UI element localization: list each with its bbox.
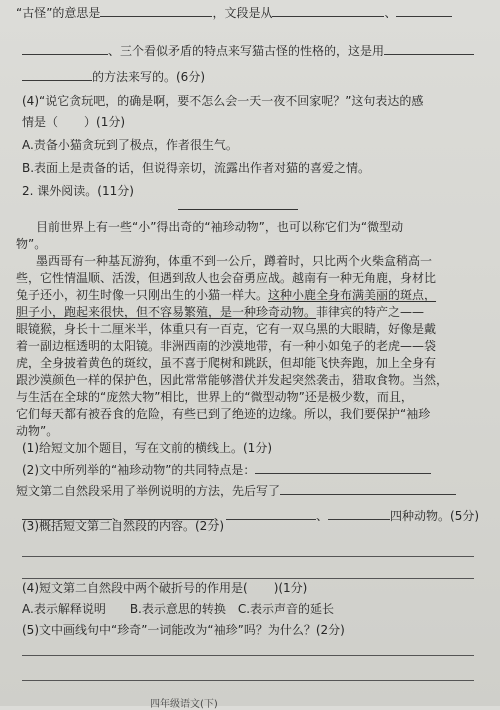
q-cont-line1 <box>16 4 452 21</box>
q-cont-line2 <box>22 42 474 59</box>
passage-text: 兔子还小，初生时像一只刚出生的小猫一样大。 <box>16 288 269 302</box>
page-footer: 四年级语文(下) <box>150 699 218 710</box>
q-cont-line3 <box>22 68 205 85</box>
q4-text: 情是（ <box>22 115 59 129</box>
q4-option-b: B.表面上是责备的话，但说得亲切，流露出作者对猫的喜爱之情。 <box>22 161 371 175</box>
passage-line: 它们每天都有被吞食的危险，有些已到了绝迹的边缘。所以，我们要保护“袖珍 <box>16 407 431 421</box>
question-2-text: 、 <box>112 509 125 523</box>
passage-line <box>16 287 436 303</box>
answer-blank[interactable] <box>280 482 456 495</box>
passage-line: 与生活在全球的“庞然大物”相比，世界上的“微型动物”还是极少数，而且， <box>16 390 413 404</box>
passage-text: 菲律宾的特产之—— <box>316 305 425 319</box>
passage-line: 动物”。 <box>16 424 59 438</box>
q-cont-text: “古怪”的意思是 <box>16 6 101 20</box>
passage-line: 虎，全身披着黄色的斑纹，虽不喜于爬树和跳跃，但却能飞快奔跑，加上全身有 <box>16 356 437 370</box>
passage-line <box>16 304 424 320</box>
passage-line: 墨西哥有一种基瓦游狗，体重不到一公斤，蹲着时，只比两个火柴盒稍高一 <box>36 254 433 268</box>
passage-line: 眼镜猴，身长十二厘米半，体重只有一百克，它有一双乌黑的大眼睛，好像是戴 <box>16 322 437 336</box>
section-title: 2. 课外阅读。(11分) <box>22 184 134 198</box>
underlined-sentence: 这种小鹿全身布满美丽的斑点， <box>268 288 437 302</box>
q-cont-text: 三个看似矛盾的特点来写猫古怪的性格的，这是用 <box>120 44 385 58</box>
question-5: (5)文中画线句中“珍奇”一词能改为“袖珍”吗？为什么？(2分) <box>22 623 345 637</box>
answer-line[interactable] <box>22 680 474 681</box>
passage-line: 跟沙漠颜色一样的保护色，因此常常能够潜伏并发起突然袭击，猎取食物。当然， <box>16 373 449 387</box>
answer-blank[interactable] <box>328 507 390 520</box>
question-2-text: 短文第二自然段采用了举例说明的方法，先后写了 <box>16 484 281 498</box>
question-2-text: (2)文中所列举的“袖珍动物”的共同特点是： <box>22 463 256 477</box>
answer-blank[interactable] <box>272 4 384 17</box>
question-4-text: (4)短文第二自然段中两个破折号的作用是( <box>22 581 248 595</box>
passage-line: 物”。 <box>16 237 47 251</box>
q-cont-text: ，文段是从 <box>212 6 273 20</box>
title-blank[interactable] <box>178 209 298 210</box>
answer-line[interactable] <box>22 655 474 656</box>
passage-line: 目前世界上有一些“小”得出奇的“袖珍动物”，也可以称它们为“微型动 <box>36 220 404 234</box>
question-4 <box>22 580 307 596</box>
q4-text: ）(1分) <box>84 115 126 129</box>
answer-line[interactable] <box>22 578 474 579</box>
question-2-text: 、 <box>316 509 329 523</box>
answer-blank[interactable] <box>396 4 452 17</box>
answer-blank[interactable] <box>22 42 108 55</box>
answer-line[interactable] <box>22 556 474 557</box>
question-4-text: )(1分) <box>273 581 308 595</box>
passage-line: 着一副边框透明的太阳镜。非洲西南的沙漠地带，有一种小如兔子的老虎——袋 <box>16 339 437 353</box>
answer-blank[interactable] <box>255 461 431 474</box>
question-1: (1)给短文加个题目，写在文前的横线上。(1分) <box>22 441 272 455</box>
question-2 <box>22 461 431 478</box>
answer-blank[interactable] <box>22 68 92 81</box>
q4-stem-line2 <box>22 114 125 130</box>
q-cont-text: 、 <box>384 6 397 20</box>
q-cont-text: 、 <box>108 44 121 58</box>
underlined-sentence: 胆子小，跑起来很快，但不容易繁殖，是一种珍奇动物。 <box>16 305 317 319</box>
question-3: (3)概括短文第二自然段的内容。(2分) <box>22 519 224 533</box>
q-cont-text: 的方法来写的。(6分) <box>92 70 205 84</box>
question-2-text: 、 <box>214 509 227 523</box>
answer-blank[interactable] <box>384 42 474 55</box>
answer-blank[interactable] <box>226 507 316 520</box>
question-2-text: 四种动物。(5分) <box>390 509 480 523</box>
question-2-line2 <box>16 482 456 499</box>
q4-stem: (4)“说它贪玩吧，的确是啊，要不怎么会一天一夜不回家呢？”这句表达的感 <box>22 94 424 108</box>
passage-line: 些，它性情温顺、活泼，但遇到敌人也会奋勇应战。越南有一种无角鹿，身材比 <box>16 271 437 285</box>
q4-option-a: A.责备小猫贪玩到了极点，作者很生气。 <box>22 138 238 152</box>
answer-blank[interactable] <box>100 4 212 17</box>
question-4-options: A.表示解释说明 B.表示意思的转换 C.表示声音的延长 <box>22 602 335 616</box>
